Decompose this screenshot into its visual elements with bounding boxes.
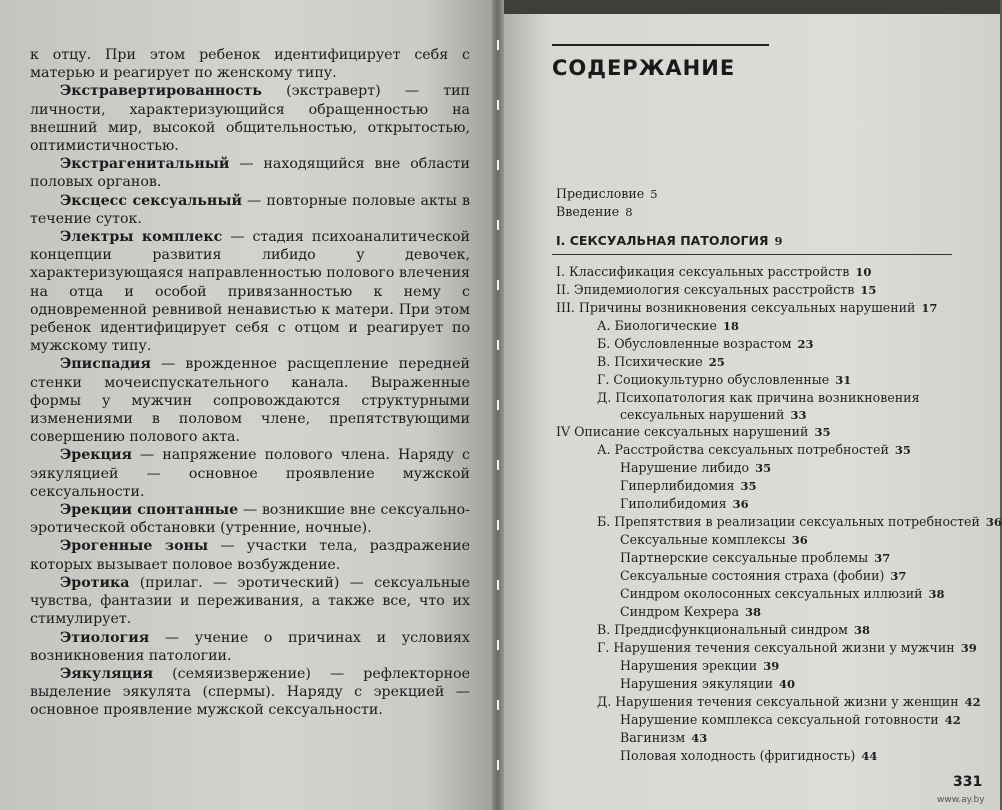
toc-entry-title: Д. Психопатология как причина возникновения	[597, 390, 920, 405]
toc-entry	[620, 532, 808, 547]
toc-entry-title: Предисловие	[556, 186, 645, 201]
toc-entry-title: Гиполибидомия	[620, 496, 727, 511]
toc-page-number: 35	[740, 479, 757, 493]
glossary-definition: (экстраверт) — тип личности, характеризующийся обращенностью на внешний мир, высокой общительностью, открытостью, оптимистичностью.	[30, 83, 470, 155]
toc-entry	[556, 186, 658, 201]
toc-page-number: 23	[797, 337, 814, 351]
toc-entry-title: Нарушение комплекса сексуальной готовности	[620, 712, 939, 727]
toc-page-number: 36	[791, 533, 808, 547]
toc-page-number: 42	[964, 695, 981, 709]
toc-entry	[597, 694, 981, 709]
toc-page-number: 36	[732, 497, 749, 511]
toc-entry-title: Сексуальные состояния страха (фобии)	[620, 568, 885, 583]
toc-entry-title: Половая холодность (фригидность)	[620, 748, 856, 763]
toc-entry	[556, 204, 633, 219]
glossary-term: Эписпадия	[60, 356, 151, 373]
toc-entry	[597, 318, 739, 333]
toc-entry	[620, 496, 749, 511]
toc-entry	[597, 640, 977, 655]
glossary-definition: — повторные половые акты в течение суток.	[30, 192, 470, 227]
toc-entry	[620, 550, 890, 565]
toc-entry	[620, 604, 761, 619]
toc-page-number: 35	[814, 425, 831, 439]
toc-entry-title: Б. Обусловленные возрастом	[597, 336, 792, 351]
toc-entry	[620, 730, 707, 745]
glossary-term: Эротика	[60, 574, 130, 591]
toc-entry-title: Г. Нарушения течения сексуальной жизни у мужчин	[597, 640, 955, 655]
toc-entry-title: А. Биологические	[597, 318, 717, 333]
toc-entry	[556, 424, 830, 439]
watermark: www.ay.by	[937, 795, 985, 805]
toc-entry-title: Гиперлибидомия	[620, 478, 735, 493]
glossary-definition: — врожденное расщепление передней стенки мочеиспускательного канала. Выраженные формы у мужчин сопровождаются структурными изменениями в половом члене, препятствующими совершению полового акта.	[30, 356, 470, 446]
glossary-definition: — учение о причинах и условиях возникновения патологии.	[30, 629, 470, 664]
toc-entry-title: сексуальных нарушений	[620, 407, 785, 422]
toc-entry	[556, 264, 871, 279]
toc-entry-title: В. Психические	[597, 354, 703, 369]
toc-entry-title: А. Расстройства сексуальных потребностей	[597, 442, 889, 457]
toc-page-number: 8	[625, 205, 633, 219]
glossary-definition: к отцу. При этом ребенок идентифицирует себя с матерью и реагирует по женскому типу.	[30, 47, 470, 82]
glossary-definition: (прилаг. — эротический) — сексуальные чувства, фантазии и переживания, а также все, что их стимулирует.	[30, 574, 470, 628]
toc-page-number: 37	[890, 569, 907, 583]
toc-page-number: 38	[928, 587, 945, 601]
toc-entry-title: Синдром околосонных сексуальных иллюзий	[620, 586, 923, 601]
toc-entry	[556, 282, 876, 297]
glossary-term: Эякуляция	[60, 665, 154, 682]
toc-page-number: 18	[722, 319, 739, 333]
toc-entry	[597, 442, 911, 457]
toc-page-number: 39	[763, 659, 780, 673]
toc-page-number: 44	[861, 749, 878, 763]
toc-page-number: 15	[860, 283, 877, 297]
toc-entry	[620, 568, 906, 583]
toc-entry-title: I. Классификация сексуальных расстройств	[556, 264, 850, 279]
toc-part-heading	[556, 233, 783, 248]
toc-entry	[620, 478, 757, 493]
toc-entry	[597, 354, 725, 369]
toc-page-number: 43	[691, 731, 708, 745]
toc-entry-title: Нарушение либидо	[620, 460, 750, 475]
toc-entry-title: III. Причины возникновения сексуальных нарушений	[556, 300, 916, 315]
glossary-term: Эрогенные зоны	[60, 538, 209, 555]
page-number: 331	[953, 774, 983, 790]
toc-entry-title: Синдром Кехрера	[620, 604, 740, 619]
glossary-term: Электры комплекс	[60, 229, 223, 246]
toc-page-number: 39	[960, 641, 977, 655]
toc-page-number: 33	[790, 408, 807, 422]
toc-entry	[597, 622, 870, 637]
glossary-definition: — возникшие вне сексуально-эротической обстановки (утренние, ночные).	[30, 502, 470, 537]
toc-entry	[597, 390, 920, 405]
glossary-definition: — стадия психоаналитической концепции развития либидо у девочек, характеризующаяся направленностью полового влечения на отца и особой привязанностью к нему с одновременной ревнивой ненавистью к матери. При этом ребенок идентифицирует себя с отцом и реагирует по мужскому типу.	[30, 229, 470, 355]
toc-page-number: 36	[985, 515, 1002, 529]
toc-page-number: 38	[853, 623, 870, 637]
toc-page-number: 5	[650, 187, 658, 201]
glossary-term: Эксцесс сексуальный	[60, 192, 243, 209]
toc-page-number: 10	[855, 265, 872, 279]
toc-entry	[597, 336, 814, 351]
toc-page-number: 25	[708, 355, 725, 369]
toc-entry	[556, 300, 937, 315]
toc-entry-title: Д. Нарушения течения сексуальной жизни у женщин	[597, 694, 959, 709]
glossary-definition: — находящийся вне области половых органов.	[30, 156, 470, 191]
toc-entry-title: II. Эпидемиология сексуальных расстройств	[556, 282, 855, 297]
glossary-term: Эрекция	[60, 447, 132, 464]
toc-entry-title: Нарушения эякуляции	[620, 676, 773, 691]
toc-entry-title: IV Описание сексуальных нарушений	[556, 424, 809, 439]
toc-entry	[620, 407, 806, 422]
glossary-term: Этиология	[60, 629, 150, 646]
glossary-definition: — напряжение полового члена. Наряду с эякуляцией — основное проявление мужской сексуальности.	[30, 447, 470, 500]
toc-entry	[620, 712, 961, 727]
toc-entry-title: В. Преддисфункциональный синдром	[597, 622, 848, 637]
toc-entry-title: Сексуальные комплексы	[620, 532, 786, 547]
toc-page-number: 40	[778, 677, 795, 691]
toc-entry-title: Нарушения эрекции	[620, 658, 758, 673]
toc-page-number: 35	[755, 461, 772, 475]
toc-entry	[620, 748, 877, 763]
toc-entry-title: I. СЕКСУАЛЬНАЯ ПАТОЛОГИЯ	[556, 233, 769, 248]
toc-entry	[597, 372, 851, 387]
glossary-term: Экстравертированность	[60, 83, 262, 100]
toc-entry	[620, 586, 945, 601]
glossary-definition: (семяизвержение) — рефлекторное выделение эякулята (спермы). Наряду с эрекцией — основное проявление мужской сексуальности.	[30, 665, 470, 719]
toc-entry	[620, 658, 779, 673]
toc-entry-title: Вагинизм	[620, 730, 686, 745]
toc-page-number: 31	[835, 373, 852, 387]
toc-entry-title: Б. Препятствия в реализации сексуальных потребностей	[597, 514, 980, 529]
toc-page-number: 38	[745, 605, 762, 619]
toc-entry	[620, 460, 771, 475]
toc-page-number: 9	[774, 234, 783, 248]
toc-entry	[620, 676, 795, 691]
toc-page-number: 42	[944, 713, 961, 727]
toc-entry	[597, 514, 1002, 529]
toc-page-number: 37	[874, 551, 891, 565]
glossary-term: Эрекции спонтанные	[60, 502, 239, 519]
toc-page-number: 17	[921, 301, 938, 315]
toc-page-number: 35	[894, 443, 911, 457]
glossary-definition: — участки тела, раздражение которых вызывает половое возбуждение.	[30, 538, 471, 573]
toc-entry-title: Г. Социокультурно обусловленные	[597, 372, 830, 387]
glossary-term: Экстрагенитальный	[60, 156, 230, 173]
toc-entry-title: Введение	[556, 204, 620, 219]
toc-title: СОДЕРЖАНИЕ	[552, 56, 736, 80]
toc-entry-title: Партнерские сексуальные проблемы	[620, 550, 869, 565]
